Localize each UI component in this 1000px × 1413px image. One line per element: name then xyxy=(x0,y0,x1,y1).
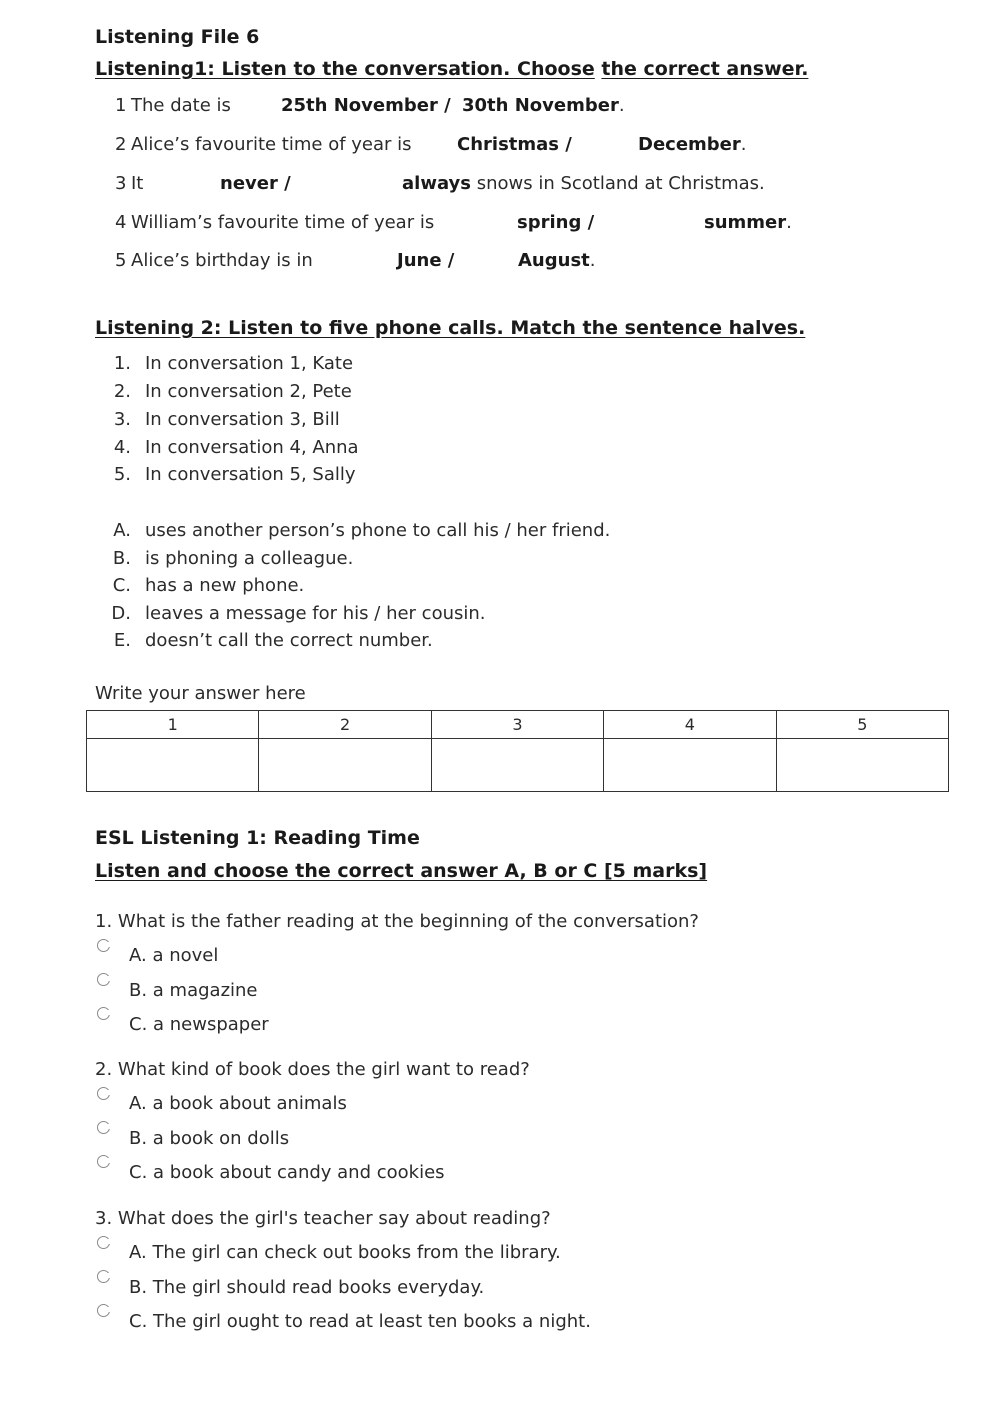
list-marker: 4. xyxy=(113,437,131,458)
part1-num: 4 xyxy=(115,212,127,233)
list-text: has a new phone. xyxy=(145,575,305,596)
question-text: 1. What is the father reading at the beginning of the conversation? xyxy=(95,911,699,932)
answer-cell-5[interactable] xyxy=(776,739,948,792)
part1-stem: Alice’s favourite time of year is xyxy=(131,134,412,155)
part1-tail: . xyxy=(740,134,747,155)
radio-button[interactable] xyxy=(97,1236,110,1249)
answer-prompt: Write your answer here xyxy=(95,683,306,704)
option-label[interactable]: C. a book about candy and cookies xyxy=(129,1162,445,1183)
answer-cell-1[interactable] xyxy=(87,739,259,792)
list-text: In conversation 2, Pete xyxy=(145,381,352,402)
radio-button[interactable] xyxy=(97,1121,110,1134)
radio-button[interactable] xyxy=(97,1087,110,1100)
list-text: In conversation 4, Anna xyxy=(145,437,359,458)
list-marker: E. xyxy=(113,630,131,651)
part1-option-2-line xyxy=(638,134,747,155)
answer-table-header: 5 xyxy=(776,711,948,739)
list-marker: 2. xyxy=(113,381,131,402)
part1-tail: . xyxy=(786,212,792,233)
part1-option-2-line xyxy=(462,95,625,116)
option-label[interactable]: A. The girl can check out books from the library. xyxy=(129,1242,561,1263)
list-text: uses another person’s phone to call his / her friend. xyxy=(145,520,611,541)
list-marker: B. xyxy=(112,548,131,569)
part1-option-2[interactable]: summer xyxy=(704,212,787,233)
answer-table xyxy=(86,710,949,792)
part1-option-1[interactable]: Christmas / xyxy=(457,134,572,155)
list-text: is phoning a colleague. xyxy=(145,548,354,569)
part1-option-2[interactable]: August xyxy=(518,250,590,271)
radio-button[interactable] xyxy=(97,973,110,986)
question-text: 2. What kind of book does the girl want to read? xyxy=(95,1059,530,1080)
part1-stem: William’s favourite time of year is xyxy=(131,212,435,233)
list-text: In conversation 1, Kate xyxy=(145,353,354,374)
page-title: Listening File 6 xyxy=(95,26,260,48)
answer-table-header: 2 xyxy=(259,711,431,739)
answer-cell-2[interactable] xyxy=(259,739,431,792)
part1-tail: . xyxy=(618,95,625,116)
part1-option-1[interactable]: spring / xyxy=(517,212,595,233)
part1-num: 2 xyxy=(115,134,127,155)
answer-cell-4[interactable] xyxy=(604,739,776,792)
answer-table-header: 1 xyxy=(87,711,259,739)
list-text: doesn’t call the correct number. xyxy=(145,630,433,651)
part1-tail: . xyxy=(589,250,596,271)
radio-button[interactable] xyxy=(97,939,110,952)
radio-button[interactable] xyxy=(97,1304,110,1317)
option-label[interactable]: B. a book on dolls xyxy=(129,1128,290,1149)
list-marker: D. xyxy=(111,603,131,624)
list-marker: C. xyxy=(112,575,131,596)
option-label[interactable]: B. The girl should read books everyday. xyxy=(129,1277,485,1298)
part1-option-2[interactable]: 30th November xyxy=(462,95,619,116)
list-marker: 5. xyxy=(113,464,131,485)
answer-table-input-row xyxy=(87,739,949,792)
part3-heading: ESL Listening 1: Reading Time xyxy=(95,827,420,849)
part1-num: 3 xyxy=(115,173,127,194)
part1-option-2-line xyxy=(402,173,765,194)
part1-stem: Alice’s birthday is in xyxy=(131,250,313,271)
part1-option-2-line xyxy=(704,212,792,233)
answer-cell-3[interactable] xyxy=(431,739,603,792)
part2-heading: Listening 2: Listen to five phone calls. Match the sentence halves. xyxy=(95,317,806,339)
option-label[interactable]: A. a novel xyxy=(129,945,219,966)
answer-table-header: 3 xyxy=(431,711,603,739)
part3-subheading: Listen and choose the correct answer A, B or C [5 marks] xyxy=(95,860,708,882)
part1-stem: The date is xyxy=(131,95,231,116)
radio-button[interactable] xyxy=(97,1007,110,1020)
part1-heading-a: Listening1: Listen to the conversation. Choose xyxy=(95,58,595,80)
option-label[interactable]: C. a newspaper xyxy=(129,1014,269,1035)
radio-button[interactable] xyxy=(97,1155,110,1168)
part1-option-2[interactable]: December xyxy=(638,134,741,155)
radio-button[interactable] xyxy=(97,1270,110,1283)
list-marker: 1. xyxy=(113,353,131,374)
question-text: 3. What does the girl's teacher say about reading? xyxy=(95,1208,551,1229)
part1-option-2-line xyxy=(518,250,596,271)
part1-option-1[interactable]: never / xyxy=(220,173,291,194)
part1-option-2[interactable]: always xyxy=(402,173,471,194)
list-text: leaves a message for his / her cousin. xyxy=(145,603,486,624)
list-text: In conversation 3, Bill xyxy=(145,409,340,430)
list-marker: A. xyxy=(113,520,131,541)
part1-option-1[interactable]: 25th November / xyxy=(281,95,451,116)
part1-stem: It xyxy=(131,173,144,194)
part1-option-1[interactable]: June / xyxy=(397,250,455,271)
option-label[interactable]: A. a book about animals xyxy=(129,1093,347,1114)
option-label[interactable]: B. a magazine xyxy=(129,980,258,1001)
part1-heading xyxy=(95,58,808,80)
list-text: In conversation 5, Sally xyxy=(145,464,356,485)
answer-table-header: 4 xyxy=(604,711,776,739)
answer-table-header-row xyxy=(87,711,949,739)
part1-heading-b: the correct answer. xyxy=(601,58,809,80)
option-label[interactable]: C. The girl ought to read at least ten books a night. xyxy=(129,1311,591,1332)
part1-tail: snows in Scotland at Christmas. xyxy=(471,173,765,194)
part1-num: 1 xyxy=(115,95,127,116)
part1-num: 5 xyxy=(115,250,127,271)
list-marker: 3. xyxy=(113,409,131,430)
